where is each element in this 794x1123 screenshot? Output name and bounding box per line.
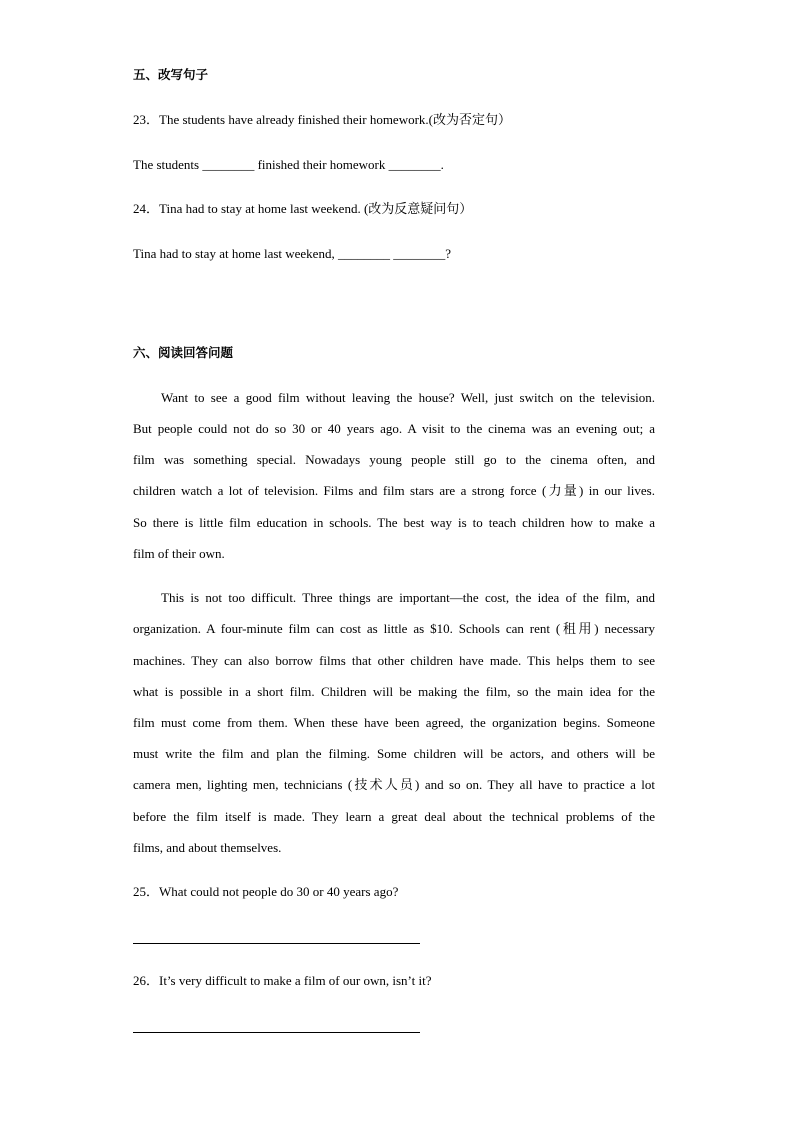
paragraph-line: film of their own. <box>133 546 225 561</box>
section-heading-rewrite: 五、改写句子 <box>133 67 209 82</box>
question-26-answer-line[interactable] <box>133 1032 420 1033</box>
question-23-answer: The students ________ finished their homework ________. <box>133 157 444 172</box>
paragraph-line: film must come from them. When these have been agreed, the organization begins. Someone <box>133 715 655 730</box>
question-24-prompt: 24．Tina had to stay at home last weekend. (改为反意疑问句） <box>133 201 473 216</box>
paragraph-line: camera men, lighting men, technicians (技术人员) and so on. They all have to practice a lot <box>133 777 655 792</box>
paragraph-line: organization. A four-minute film can cost as little as $10. Schools can rent (租用) necessary <box>133 621 655 636</box>
question-25-answer-line[interactable] <box>133 943 420 944</box>
question-23-prompt: 23．The students have already finished their homework.(改为否定句） <box>133 112 511 127</box>
paragraph-line: Want to see a good film without leaving the house? Well, just switch on the television. <box>161 390 655 405</box>
paragraph-line: children watch a lot of television. Films and film stars are a strong force (力量) in our lives. <box>133 483 655 498</box>
question-25-prompt: 25．What could not people do 30 or 40 years ago? <box>133 884 399 899</box>
question-24-answer: Tina had to stay at home last weekend, ________ ________? <box>133 246 451 261</box>
section-heading-reading: 六、阅读回答问题 <box>133 345 234 360</box>
paragraph-line: film was something special. Nowadays young people still go to the cinema often, and <box>133 452 655 467</box>
paragraph-line: This is not too difficult. Three things are important—the cost, the idea of the film, and <box>161 590 655 605</box>
paragraph-line: films, and about themselves. <box>133 840 282 855</box>
paragraph-line: machines. They can also borrow films that other children have made. This helps them to see <box>133 653 655 668</box>
paragraph-line: But people could not do so 30 or 40 years ago. A visit to the cinema was an evening out; a <box>133 421 655 436</box>
paragraph-line: before the film itself is made. They learn a great deal about the technical problems of the <box>133 809 655 824</box>
paragraph-line: what is possible in a short film. Children will be making the film, so the main idea for the <box>133 684 655 699</box>
paragraph-line: So there is little film education in schools. The best way is to teach children how to make a <box>133 515 655 530</box>
question-26-prompt: 26．It’s very difficult to make a film of our own, isn’t it? <box>133 973 432 988</box>
paragraph-line: must write the film and plan the filming. Some children will be actors, and others will be <box>133 746 655 761</box>
